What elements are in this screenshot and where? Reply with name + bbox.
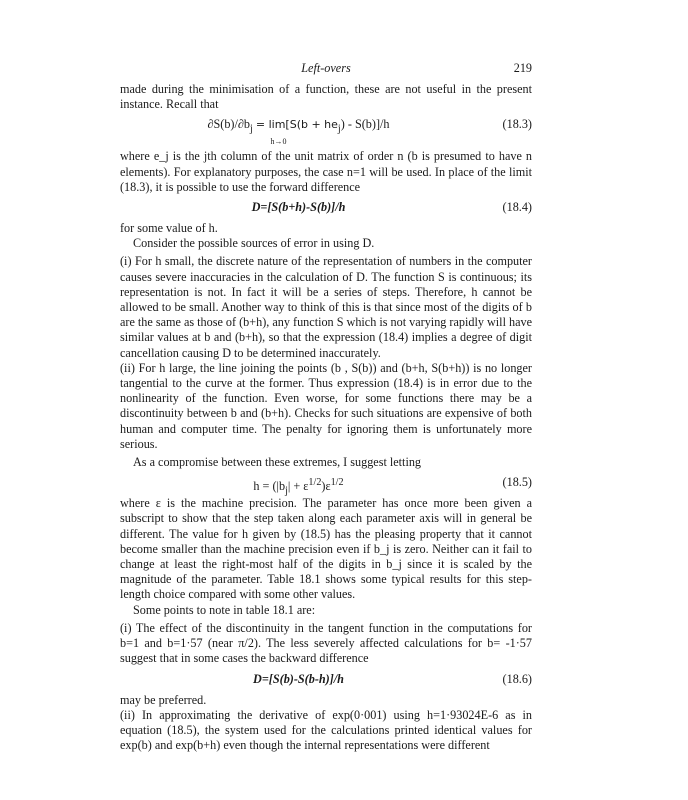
equation-18-6 bbox=[120, 672, 532, 687]
body-text bbox=[120, 82, 532, 753]
page-number: 219 bbox=[513, 61, 532, 75]
paragraph-12: (ii) In approximating the derivative of exp(0·001) using h=1·93024E-6 as in equation (18.5), the system used for the calculations printed identical values for exp(b) and exp(b+h) even though the internal representations were different bbox=[120, 707, 532, 753]
equation-18-5 bbox=[120, 475, 532, 497]
equation-number: (18.3) bbox=[502, 117, 532, 132]
paragraph-3: for some value of h. bbox=[120, 221, 218, 236]
equation-18-4 bbox=[120, 200, 532, 215]
limit-subscript: h→0 bbox=[270, 137, 287, 147]
paragraph-7: As a compromise between these extremes, I suggest letting bbox=[133, 455, 422, 470]
equation-18-5-expression: $h = (|b_j| + \varepsilon^{1/2})\varepsilon^{1/2}$ bbox=[253, 477, 344, 497]
paragraph-1: made during the minimisation of a function, these are not useful in the present instance. Recall that bbox=[120, 82, 532, 112]
paragraph-10: (i) The effect of the discontinuity in the tangent function in the computations for b=1 and b=1·57 (near π/2). The less severely affected calculations for b= -1·57 suggest that in some cases the backward difference bbox=[120, 620, 532, 666]
paragraph-5: (i) For h small, the discrete nature of the representation of numbers in the computer causes severe inaccuracies in the calculation of D. The function S is continuous; its representation is not. In fact it will be a series of steps. Therefore, h cannot be allowed to be small. Another way to think of this is that since most of the digits of b are the same as those of (b+h), any function S which is not varying rapidly will have similar values at b and (b+h), so that the expression (18.4) implies a degree of digit cancellation causing D to be determined inaccurately. bbox=[120, 254, 533, 360]
paragraph-2: where e_j is the jth column of the unit matrix of order n (b is presumed to have n elements). For explanatory purposes, the case n=1 will be used. In place of the limit (18.3), it is possible to use the forward difference bbox=[120, 149, 532, 194]
paragraph-9: Some points to note in table 18.1 are: bbox=[133, 602, 316, 617]
running-header bbox=[120, 61, 532, 77]
equation-number: (18.6) bbox=[502, 671, 532, 686]
paragraph-11: may be preferred. bbox=[120, 692, 207, 707]
paragraph-4: Consider the possible sources of error in using D. bbox=[133, 236, 375, 251]
paragraph-6: (ii) For h large, the line joining the points (b , S(b)) and (b+h, S(b+h)) is no longer tangential to the curve at the former. Thus expression (18.4) is in error due to the nonlinearity of the function. Even worse, for some functions there may be a discontinuity between b and (b+h). Checks for such situations are expensive of both human and computer time. The penalty for ignoring them is unfortunately more serious. bbox=[120, 360, 532, 451]
equation-number: (18.5) bbox=[502, 475, 532, 490]
equation-number: (18.4) bbox=[502, 200, 532, 215]
equation-18-6-expression: D=[S(b)-S(b-h)]/h bbox=[253, 671, 344, 686]
paragraph-8: where ε is the machine precision. The parameter has once more been given a subscript to show that the step taken along each parameter axis will in general be different. The value for h given by (18.5) has the pleasing property that it cannot become smaller than the machine precision even if b_j is zero. Neither can it fail to change at least the right-most half of the digits in b_j since it is scaled by the magnitude of the parameter. Table 18.1 shows some typical results for this step-length choice compared with some other values. bbox=[120, 496, 532, 602]
running-title: Left-overs bbox=[301, 61, 351, 75]
equation-18-3-expression: $\partial S(b)/\partial b_j = \lim[S(b + he_j) - S(b)]/h$ h→0 bbox=[120, 117, 477, 146]
equation-18-3 bbox=[120, 117, 532, 147]
equation-18-4-expression: D=[S(b+h)-S(b)]/h bbox=[251, 200, 346, 215]
